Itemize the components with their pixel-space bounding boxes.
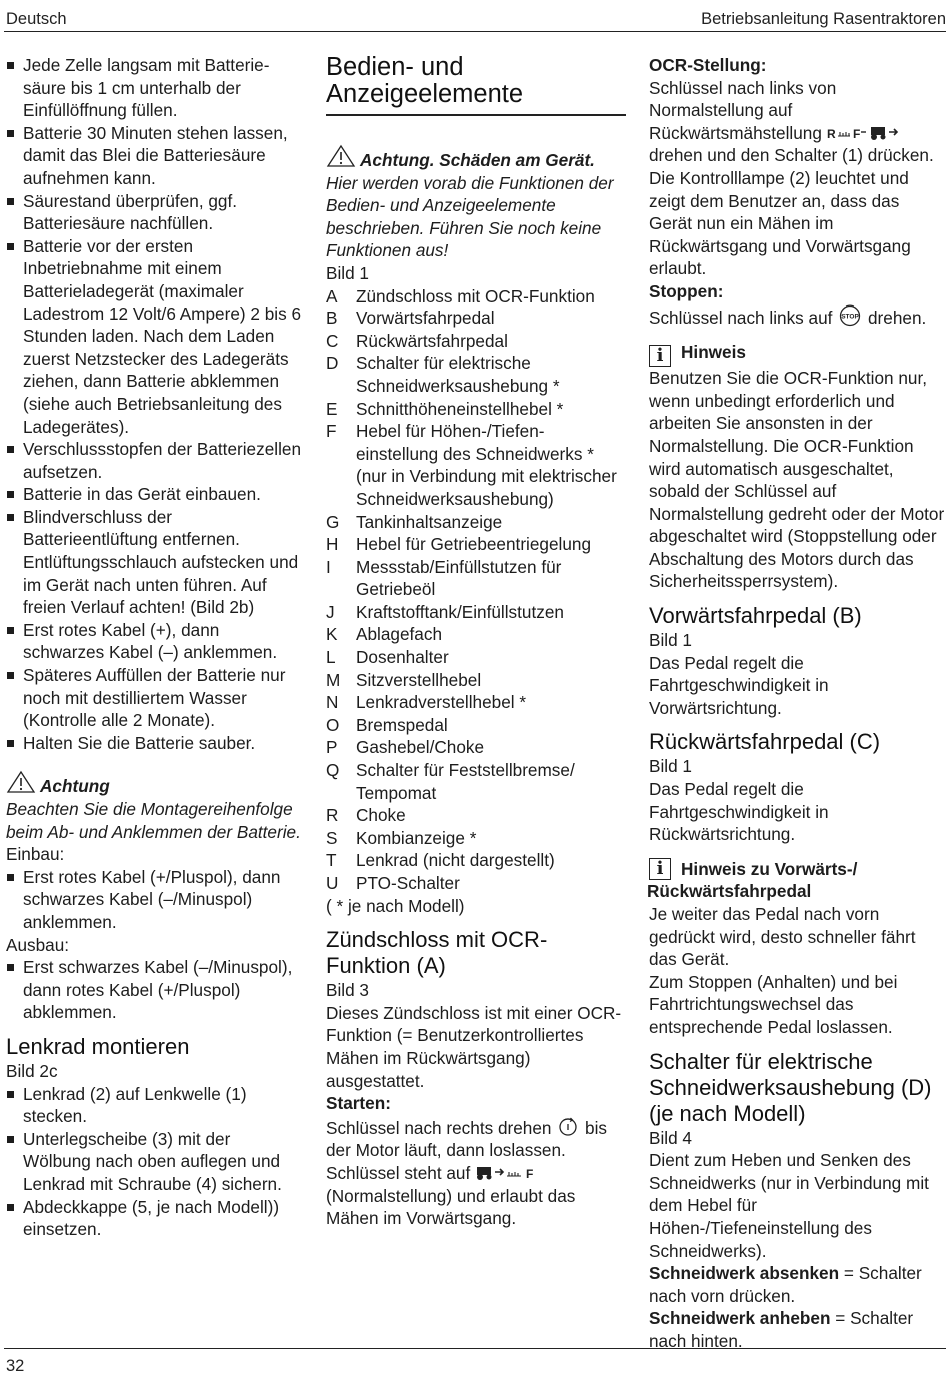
warning-title: Achtung: [40, 776, 110, 797]
list-item: Batterie in das Gerät einbauen.: [6, 483, 302, 506]
list-item: Verschlussstopfen der Batteriezellen aufsetzen.: [6, 438, 302, 483]
vorwaerts-text: Das Pedal regelt die Fahrtgeschwindigkeit in Vorwärtsrichtung.: [649, 652, 829, 718]
item-text: Schalter für elektrische Schneidwerksaushebung *: [356, 353, 560, 396]
warning-text: Beachten Sie die Montagereihenfolge beim Ab- und Anklemmen der Batterie.: [6, 799, 301, 842]
section-heading-lenkrad: Lenkrad montieren: [6, 1033, 190, 1059]
item-text: Dosenhalter: [356, 647, 449, 668]
zuendschloss-text: Dieses Zündschloss ist mit einer OCR-Funktion (= Benutzerkontrolliertes Mähen im Rückwärtsgang) ausgestattet.: [326, 1002, 622, 1091]
item-key: T: [326, 850, 337, 871]
item-key: U: [326, 873, 339, 893]
column-1: [6, 54, 302, 1241]
item-key: H: [326, 534, 339, 555]
list-item: [326, 601, 626, 624]
item-text: Lenkradverstellhebel *: [356, 692, 527, 713]
list-item: [326, 556, 626, 601]
anheben-label: Schneidwerk anheben: [649, 1308, 831, 1329]
text-run: Schlüssel nach rechts drehen: [326, 1117, 552, 1138]
list-item: [326, 511, 626, 534]
item-text: Hebel für Höhen-/Tiefen-einstellung des Schneidwerks * (nur in Verbindung mit elektrischer Schneidwerksaushebung): [356, 421, 617, 509]
warning-triangle-icon: [6, 770, 36, 794]
item-text: Rückwärtsfahrpedal: [356, 330, 508, 351]
list-item: [326, 420, 626, 510]
text-run: drehen und den Schalter (1) drücken.: [649, 145, 934, 166]
list-item: [326, 804, 626, 827]
hinweis-text: Benutzen Sie die OCR-Funktion nur, wenn unbedingt erforderlich und arbeiten Sie ansonsten in der Normalstellung. Die OCR-Funktion wird automatisch ausgeschaltet, sobald der Schlüssel auf Normalstellung gedreht oder der Motor abgeschaltet wird (Stoppstellung oder Abschaltung des Motors durch das Sicherheitssperrsystem).: [649, 368, 945, 592]
rueckwaerts-text: Das Pedal regelt die Fahrtgeschwindigkeit in Rückwärtsrichtung.: [649, 779, 829, 845]
list-item: Späteres Auffüllen der Batterie nur noch mit destilliertem Wasser (Kontrolle alle 2 Monate).: [6, 664, 302, 732]
ocr-label: OCR-Stellung:: [649, 55, 767, 75]
stop-icon: [837, 303, 863, 327]
item-key: D: [326, 353, 339, 374]
absenken-label: Schneidwerk absenken: [649, 1263, 840, 1284]
figure-reference: Bild 2c: [6, 1060, 58, 1081]
item-key: O: [326, 714, 340, 735]
ocr-paragraph: [649, 77, 947, 167]
absenken-paragraph: [649, 1262, 947, 1307]
section-heading-bedienelemente: Bedien- und Anzeigeelemente: [326, 54, 626, 116]
figure-reference: Bild 1: [326, 262, 369, 283]
item-key: C: [326, 330, 339, 351]
list-item: Abdeckkappe (5, je nach Modell)) einsetzen.: [6, 1196, 302, 1241]
list-item: [326, 533, 626, 556]
column-3: [649, 54, 947, 1353]
stop-label: STOP: [841, 313, 860, 321]
item-text: Gashebel/Choke: [356, 737, 485, 758]
item-key: L: [326, 647, 336, 668]
absenken-text: = Schalter nach vorn drücken.: [649, 1263, 922, 1306]
text-run: drehen.: [868, 307, 927, 328]
figure-reference: Bild 1: [649, 630, 692, 651]
list-item: Erst rotes Kabel (+), dann schwarzes Kabel (–) anklemmen.: [6, 619, 302, 664]
stoppen-paragraph: [649, 303, 947, 330]
section-heading-rueckwaerts: Rückwärtsfahrpedal (C): [649, 729, 881, 755]
text-run: bis der Motor läuft, dann loslassen.: [326, 1117, 608, 1161]
item-key: A: [326, 285, 338, 306]
pict-letter-f: F: [526, 1166, 534, 1181]
footer-divider: [4, 1348, 946, 1349]
key-start-icon: [556, 1115, 580, 1137]
list-item: Erst schwarzes Kabel (–/Minuspol), dann rotes Kabel (+/Pluspol) abklemmen.: [6, 956, 302, 1024]
list-item: Erst rotes Kabel (+/Pluspol), dann schwarzes Kabel (–/Minuspol) anklemmen.: [6, 866, 302, 934]
page-number: 32: [6, 1357, 25, 1375]
list-item: [326, 285, 626, 308]
list-item: [326, 669, 626, 692]
list-item: [326, 398, 626, 421]
list-item: [326, 646, 626, 669]
item-key: Q: [326, 760, 340, 781]
ausbau-label: Ausbau:: [6, 934, 70, 955]
item-text: Schalter für Feststellbremse/ Tempomat: [356, 760, 575, 803]
anheben-paragraph: [649, 1307, 947, 1352]
item-text: Zündschloss mit OCR-Funktion: [356, 285, 595, 306]
list-item: [326, 623, 626, 646]
item-key: S: [326, 827, 338, 848]
warning-triangle-icon: [326, 144, 356, 168]
list-item: [326, 872, 626, 895]
hinweis2-heading: [649, 858, 947, 903]
item-text: PTO-Schalter: [356, 873, 460, 893]
figure-reference: Bild 1: [649, 756, 692, 777]
item-text: Kombianzeige *: [356, 827, 477, 848]
item-text: Lenkrad (nicht dargestellt): [356, 850, 555, 871]
figure-reference: Bild 4: [649, 1127, 692, 1148]
item-key: J: [326, 601, 335, 622]
warning-text: Hier werden vorab die Funktionen der Bedien- und Anzeigeelemente beschrieben. Führen Sie noch keine Funktionen aus!: [326, 172, 614, 261]
header-language: Deutsch: [6, 10, 67, 28]
battery-instructions-list: [6, 54, 302, 754]
info-icon: i: [649, 345, 671, 367]
item-text: Hebel für Getriebeentriegelung: [356, 534, 592, 555]
text-run: Schlüssel nach links von Normalstellung auf Rückwärtsmähstellung: [649, 77, 837, 143]
list-item: Halten Sie die Batterie sauber.: [6, 732, 302, 755]
section-heading-schalter: Schalter für elektrische Schneidwerksaushebung (D) (je nach Modell): [649, 1048, 932, 1126]
list-item: Lenkrad (2) auf Lenkwelle (1) stecken.: [6, 1083, 302, 1128]
warning-heading: [326, 144, 626, 172]
header-divider: [4, 31, 946, 32]
list-item: [326, 736, 626, 759]
pict-letter-r: R: [826, 126, 836, 141]
einbau-label: Einbau:: [6, 844, 65, 865]
item-text: Kraftstofftank/Einfüllstutzen: [356, 601, 564, 622]
list-item: Blindverschluss der Batterieentlüftung entfernen. Entlüftungsschlauch aufstecken und im Gerät nach unten führen. Auf freien Verlauf achten! (Bild 2b): [6, 506, 302, 619]
controls-list: [326, 285, 626, 895]
column-2: [326, 54, 626, 1230]
item-key: P: [326, 737, 338, 758]
stoppen-label: Stoppen:: [649, 280, 724, 301]
item-key: K: [326, 624, 338, 645]
item-text: Ablagefach: [356, 624, 443, 645]
figure-reference: Bild 3: [326, 980, 369, 1001]
hinweis2-text2: Zum Stoppen (Anhalten) und bei Fahrtrichtungswechsel das entsprechende Pedal loslassen.: [649, 971, 898, 1037]
list-item: [326, 352, 626, 397]
item-key: E: [326, 398, 338, 419]
pict-letter-f: F: [852, 126, 861, 141]
list-item: Jede Zelle langsam mit Batterie-säure bis 1 cm unterhalb der Einfüllöffnung füllen.: [6, 54, 302, 122]
list-item: [326, 827, 626, 850]
starten-paragraph: [326, 1115, 626, 1230]
item-text: Messstab/Einfüllstutzen für Getriebeöl: [356, 556, 562, 600]
item-key: M: [326, 669, 341, 690]
section-heading-zuendschloss: Zündschloss mit OCR-Funktion (A): [326, 927, 548, 979]
list-item: Unterlegscheibe (3) mit der Wölbung nach oben auflegen und Lenkrad mit Schraube (4) sichern.: [6, 1128, 302, 1196]
item-key: I: [326, 556, 331, 577]
list-item: Batterie 30 Minuten stehen lassen, damit das Blei die Batteriesäure aufnehmen kann.: [6, 122, 302, 190]
schalter-text: Dient zum Heben und Senken des Schneidwerks (nur in Verbindung mit dem Hebel für Höhen-/Tiefeneinstellung des Schneidwerks).: [649, 1150, 929, 1261]
text-run: (Normalstellung) und erlaubt das Mähen im Vorwärtsgang.: [326, 1185, 576, 1229]
hinweis-heading: [649, 341, 947, 367]
list-item: [326, 849, 626, 872]
warning-title: Achtung. Schäden am Gerät.: [360, 150, 595, 170]
reverse-mowing-icon: [827, 122, 907, 142]
item-text: Sitzverstellhebel: [356, 669, 482, 690]
starten-label: Starten:: [326, 1093, 391, 1114]
item-text: Choke: [356, 805, 406, 826]
list-item: Batterie vor der ersten Inbetriebnahme mit einem Batterieladegerät (maximaler Ladestrom 12 Volt/6 Ampere) 2 bis 6 Stunden laden. Nach dem Laden zuerst Netzstecker des Ladegeräts ziehen, dann Batterie abklemmen (siehe auch Betriebsanleitung des Ladegerätes).: [6, 235, 302, 438]
item-key: R: [326, 805, 339, 826]
text-run: Schlüssel nach links auf: [649, 307, 833, 328]
forward-mowing-icon: [475, 1162, 539, 1182]
list-item: [326, 759, 626, 804]
list-item: [326, 307, 626, 330]
item-text: Vorwärtsfahrpedal: [356, 308, 495, 329]
list-item: Säurestand überprüfen, ggf. Batteriesäure nachfüllen.: [6, 190, 302, 235]
header-title: Betriebsanleitung Rasentraktoren: [701, 10, 946, 28]
item-text: Tankinhaltsanzeige: [356, 511, 503, 532]
section-heading-vorwaerts: Vorwärtsfahrpedal (B): [649, 603, 862, 629]
list-item: [326, 330, 626, 353]
item-key: F: [326, 421, 337, 442]
warning-heading: [6, 770, 302, 798]
item-key: G: [326, 511, 340, 532]
footnote: ( * je nach Modell): [326, 895, 465, 916]
item-text: Schnitthöheneinstellhebel *: [356, 398, 564, 419]
list-item: [326, 691, 626, 714]
item-key: N: [326, 692, 339, 713]
info-icon: i: [649, 858, 671, 880]
list-item: [326, 714, 626, 737]
item-key: B: [326, 308, 338, 329]
item-text: Bremspedal: [356, 714, 448, 735]
hinweis-title: Hinweis: [681, 342, 746, 363]
text-run: Schlüssel steht auf: [326, 1162, 471, 1183]
hinweis2-title: Hinweis zu Vorwärts-/ Rückwärtsfahrpedal: [647, 858, 858, 902]
anheben-text: = Schalter nach hinten.: [649, 1308, 914, 1351]
ocr-lamp-text: Die Kontrolllampe (2) leuchtet und zeigt dem Benutzer an, dass das Gerät nun ein Mähen im Rückwärtsgang und Vorwärtsgang erlaubt.: [649, 167, 911, 279]
hinweis2-text1: Je weiter das Pedal nach vorn gedrückt wird, desto schneller fährt das Gerät.: [649, 904, 916, 970]
